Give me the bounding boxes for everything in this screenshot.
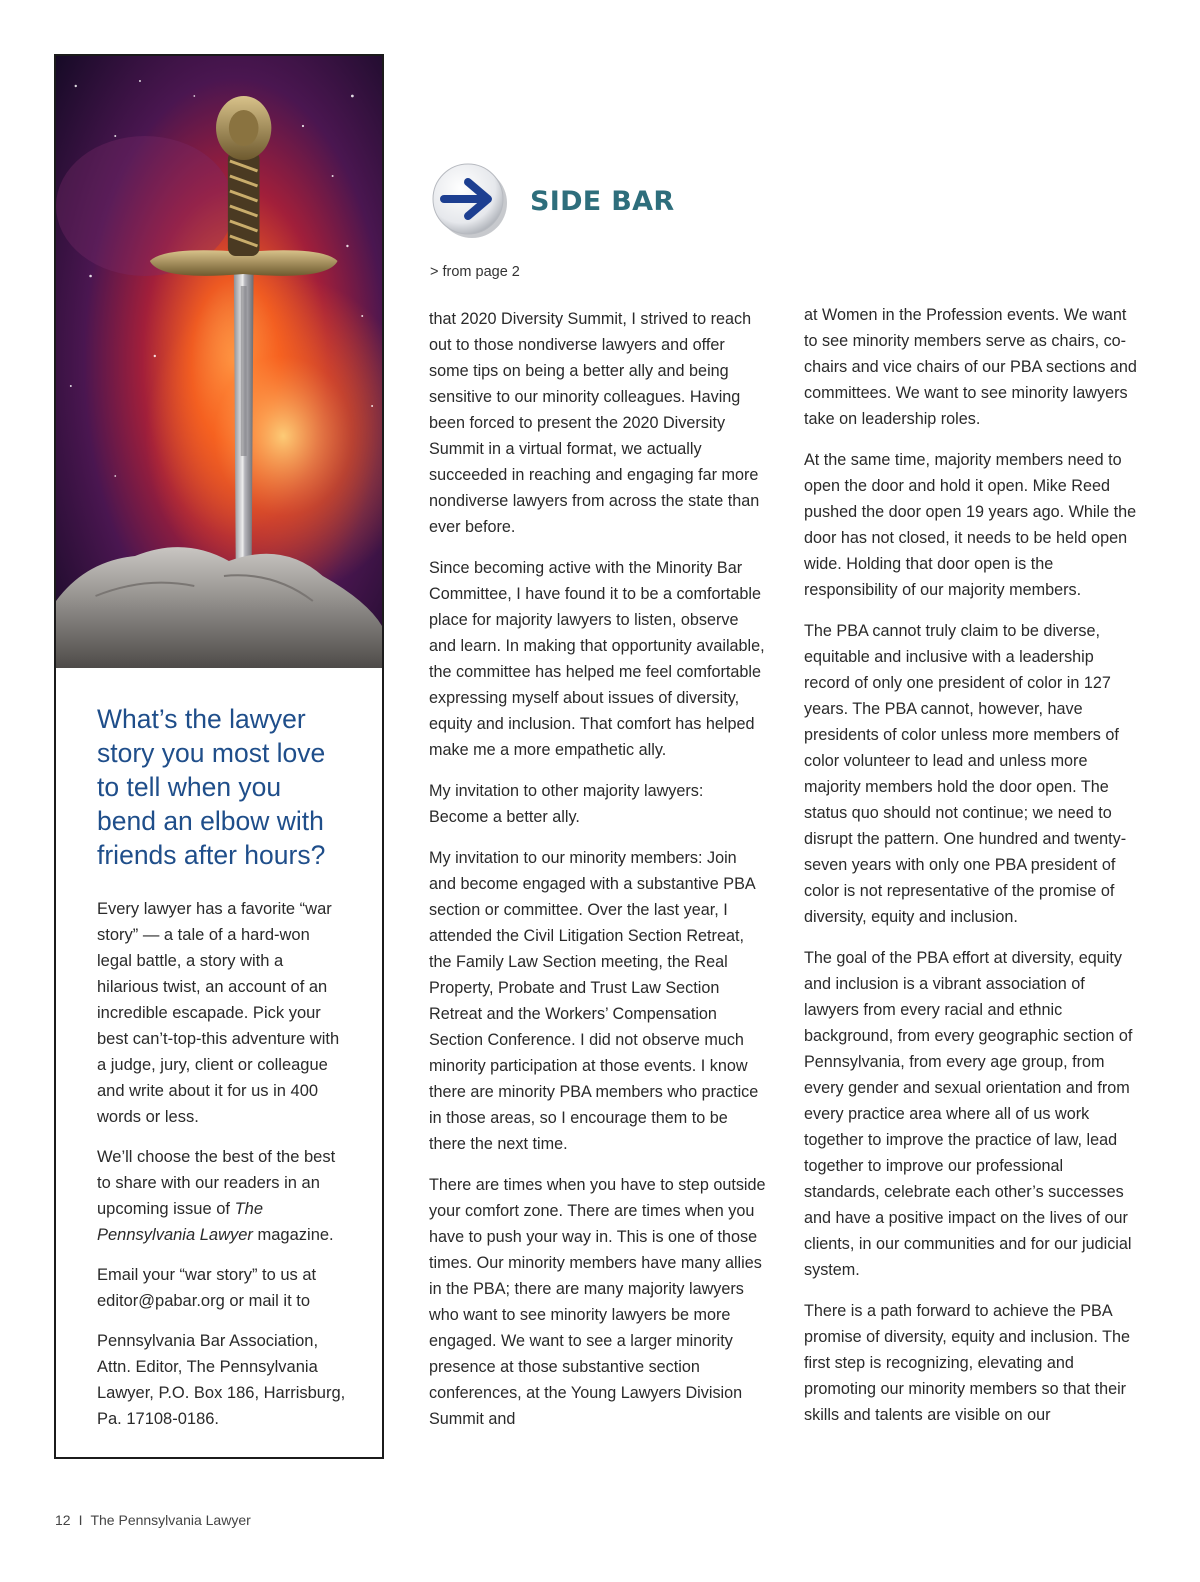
article-paragraph: There are times when you have to step outside your comfort zone. There are times when you have to push your way in. This is one of those times. Our minority members have many allies in the PBA; there are many majority lawyers who want to see minority lawyers be more engaged. We want to see a larger minority presence at those substantive section conferences, at the Young Lawyers Division Summit and bbox=[429, 1176, 766, 1428]
page-footer bbox=[55, 1512, 251, 1528]
article-paragraph: The goal of the PBA effort at diversity, equity and inclusion is a vibrant association of lawyers from every racial and ethnic background, from every geographic section of Pennsylvania, from every age group, from every gender and sexual orientation and from every practice area where all of us work together to improve the practice of law, lead together to improve our professional standards, celebrate each other’s successes and have a positive impact on the lives of our clients, in our communities and for our judicial system. bbox=[804, 949, 1133, 1279]
article-paragraph: Since becoming active with the Minority Bar Committee, I have found it to be a comfortable place for majority lawyers to listen, observe and learn. In making that opportunity available, the committee has helped me feel comfortable expressing myself about issues of diversity, equity and inclusion. That comfort has helped make me a more empathetic ally. bbox=[429, 559, 765, 759]
arrow-right-icon bbox=[430, 160, 510, 240]
magazine-title: The Pennsylvania Lawyer bbox=[97, 1200, 264, 1244]
mailing-address: Pennsylvania Bar Association, Attn. Editor, The Pennsylvania Lawyer, P.O. Box 186, Harrisburg, Pa. 17108-0186. bbox=[97, 1332, 346, 1428]
side-bar-title: SIDE BAR bbox=[530, 186, 675, 217]
article-column-2 bbox=[804, 302, 1142, 1443]
promo-text-fragment: We’ll choose the best of the best to share with our readers in an upcoming issue of bbox=[97, 1148, 336, 1218]
sword-in-stone-image bbox=[56, 56, 382, 668]
article-paragraph: The PBA cannot truly claim to be diverse, equitable and inclusive with a leadership record of only one president of color in 127 years. The PBA cannot, however, have presidents of color unless more members of color volunteer to lead and unless more majority members hold the door open. The status quo should not continue; we need to disrupt the pattern. One hundred and twenty-seven years with only one PBA president of color is not representative of the promise of diversity, equity and inclusion. bbox=[804, 622, 1127, 926]
promo-paragraph: Email your “war story” to us at editor@pabar.org or mail it to bbox=[97, 1266, 317, 1310]
article-paragraph: at Women in the Profession events. We want to see minority members serve as chairs, co-chairs and vice chairs of our PBA sections and committees. We want to see minority lawyers take on leadership roles. bbox=[804, 306, 1137, 428]
article-paragraph: My invitation to our minority members: Join and become engaged with a substantive PBA section or committee. Over the last year, I attended the Civil Litigation Section Retreat, the Family Law Section meeting, the Real Property, Probate and Trust Law Section Retreat and the Workers’ Compensation Section Conference. I did not observe much minority participation at those events. I know there are minority PBA members who practice in those areas, so I encourage them to be there the next time. bbox=[429, 849, 759, 1153]
page-number: 12 bbox=[55, 1512, 71, 1528]
footer-separator: I bbox=[78, 1512, 83, 1528]
publication-name: The Pennsylvania Lawyer bbox=[90, 1512, 251, 1528]
promo-text-block bbox=[97, 702, 347, 1446]
promo-paragraph: Every lawyer has a favorite “war story” — a tale of a hard-won legal battle, a story with a hilarious twist, an account of an incredible escapade. Pick your best can’t-top-this adventure with a judge, jury, client or colleague and write about it for us in 400 words or less. bbox=[97, 900, 340, 1126]
article-paragraph: My invitation to other majority lawyers: Become a better ally. bbox=[429, 782, 704, 826]
article-paragraph: At the same time, majority members need to open the door and hold it open. Mike Reed pushed the door open 19 years ago. While the door has not closed, it needs to be held open wide. Holding that door open is the responsibility of our majority members. bbox=[804, 451, 1137, 599]
war-story-promo-box bbox=[54, 54, 384, 1459]
promo-heading: What’s the lawyer story you most love to tell when you bend an elbow with friends after hours? bbox=[97, 704, 326, 870]
side-bar-header bbox=[430, 160, 830, 250]
promo-text-fragment: magazine. bbox=[252, 1226, 334, 1244]
continued-from-page: > from page 2 bbox=[430, 264, 520, 280]
promo-paragraph bbox=[97, 1144, 347, 1248]
article-paragraph: that 2020 Diversity Summit, I strived to reach out to those nondiverse lawyers and offer some tips on being a better ally and being sensitive to our minority colleagues. Having been forced to present the 2020 Diversity Summit in a virtual format, we actually succeeded in reaching and engaging far more nondiverse lawyers from across the state than ever before. bbox=[429, 310, 760, 536]
article-column-1 bbox=[429, 306, 767, 1447]
article-paragraph: There is a path forward to achieve the PBA promise of diversity, equity and inclusion. The first step is recognizing, elevating and promoting our minority members so that their skills and talents are visible on our bbox=[804, 1302, 1131, 1424]
